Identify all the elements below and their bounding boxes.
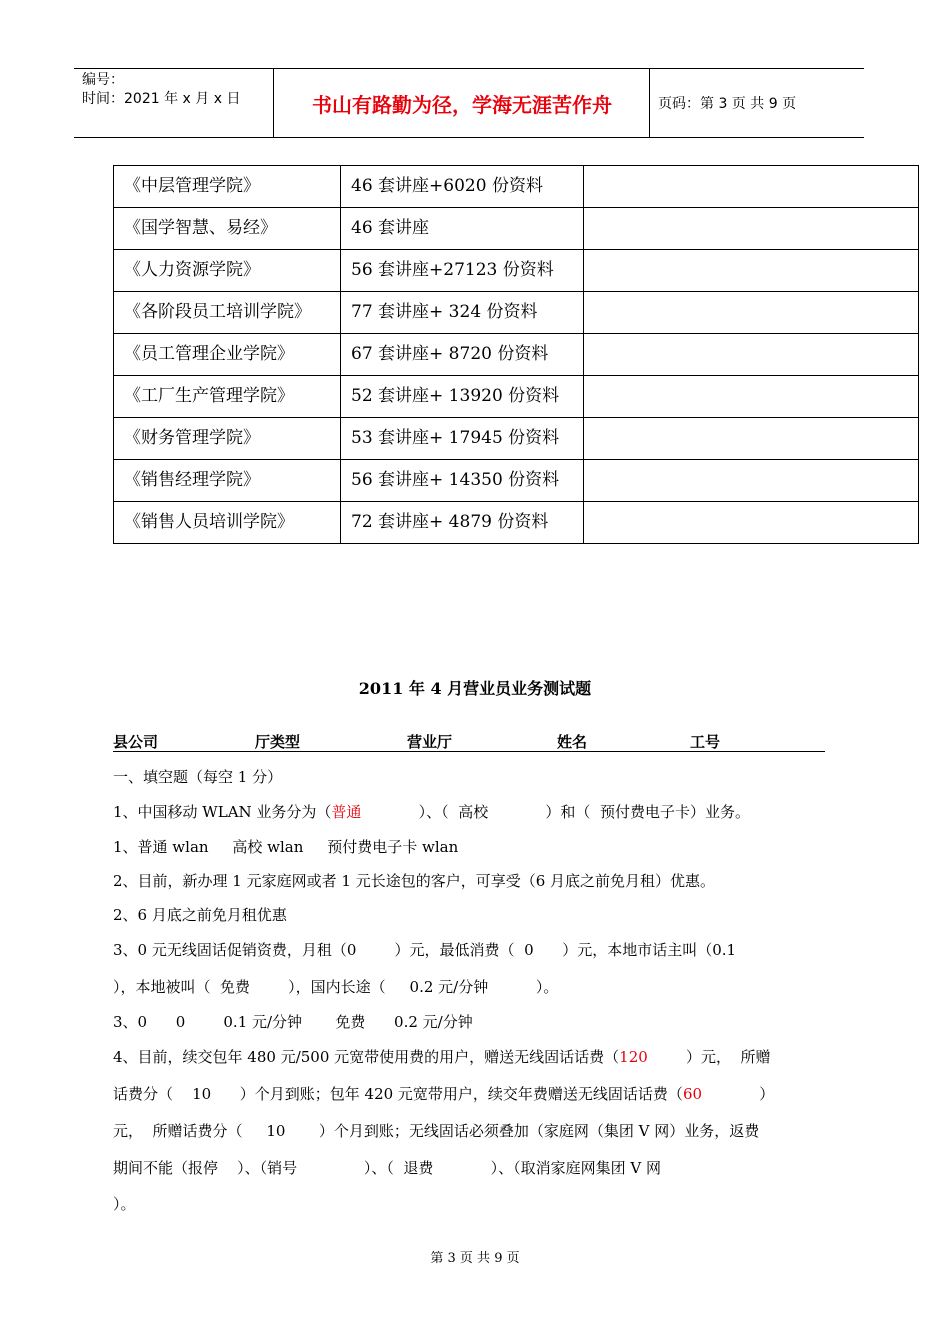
field-id: 工号 [690, 733, 721, 751]
course-note [584, 166, 919, 208]
answer-2: 2、6 月底之前免月租优惠 [113, 906, 287, 924]
course-note [584, 250, 919, 292]
q4-l2-pre: 话费分（ 10 ）个月到账；包年 420 元宽带用户，续交年费赠送无线固话话费（ [113, 1085, 683, 1103]
answer-3: 3、0 0 0.1 元/分钟 免费 0.2 元/分钟 [113, 1013, 473, 1031]
question-4-line-4: 期间不能（报停 ）、（销号 ）、（ 退费 ）、（取消家庭网集团 V 网 [113, 1159, 661, 1177]
q4-answer-2: 60 [682, 1085, 703, 1103]
course-content: 67 套讲座+ 8720 份资料 [341, 334, 584, 376]
course-content: 53 套讲座+ 17945 份资料 [341, 418, 584, 460]
table-row [114, 292, 919, 334]
table-row [114, 502, 919, 544]
answer-1: 1、普通 wlan 高校 wlan 预付费电子卡 wlan [113, 838, 459, 856]
course-content: 56 套讲座+ 14350 份资料 [341, 460, 584, 502]
field-hall-type: 厅类型 [255, 733, 301, 751]
exam-title: 2011 年 4 月营业员业务测试题 [358, 679, 592, 698]
header-number: 编号： [82, 72, 124, 88]
field-county: 县公司 [113, 733, 159, 751]
q1-answer: 普通 [331, 803, 362, 821]
question-4-line-2 [113, 1083, 774, 1104]
table-row [114, 460, 919, 502]
table-row [114, 418, 919, 460]
course-content: 77 套讲座+ 324 份资料 [341, 292, 584, 334]
field-name: 姓名 [557, 733, 588, 751]
header-slogan: 书山有路勤为径，学海无涯苦作舟 [275, 69, 650, 137]
question-4-line-1 [113, 1046, 771, 1067]
course-name: 《销售人员培训学院》 [114, 502, 341, 544]
q4-answer-1: 120 [619, 1048, 648, 1066]
header-meta [74, 69, 274, 137]
section-heading: 一、填空题（每空 1 分） [113, 768, 283, 786]
course-content: 72 套讲座+ 4879 份资料 [341, 502, 584, 544]
header-page-info: 页码：第 3 页 共 9 页 [658, 96, 797, 112]
header-time: 时间：2021 年 x 月 x 日 [82, 91, 241, 107]
course-name: 《财务管理学院》 [114, 418, 341, 460]
question-4-line-5: ）。 [113, 1195, 136, 1213]
course-note [584, 208, 919, 250]
table-row [114, 334, 919, 376]
course-note [584, 460, 919, 502]
table-row [114, 166, 919, 208]
course-note [584, 376, 919, 418]
question-4-line-3: 元， 所赠话费分（ 10 ）个月到账；无线固话必须叠加（家庭网（集团 V 网）业务，返费 [113, 1122, 760, 1140]
course-name: 《员工管理企业学院》 [114, 334, 341, 376]
q4-l1-pre: 4、目前，续交包年 480 元/500 元宽带使用费的用户，赠送无线固话话费（ [113, 1048, 620, 1066]
table-row [114, 376, 919, 418]
question-2: 2、目前，新办理 1 元家庭网或者 1 元长途包的客户，可享受（6 月底之前免月租）优惠。 [113, 872, 716, 890]
question-1 [113, 801, 750, 822]
course-name: 《国学智慧、易经》 [114, 208, 341, 250]
table-row [114, 208, 919, 250]
course-name: 《销售经理学院》 [114, 460, 341, 502]
course-content: 56 套讲座+27123 份资料 [341, 250, 584, 292]
course-name: 《各阶段员工培训学院》 [114, 292, 341, 334]
course-content: 46 套讲座 [341, 208, 584, 250]
course-name: 《工厂生产管理学院》 [114, 376, 341, 418]
q4-l1-post: ）元， 所赠 [647, 1048, 771, 1066]
q1-pre: 1、中国移动 WLAN 业务分为（ [113, 803, 332, 821]
course-note [584, 502, 919, 544]
page-footer: 第 3 页 共 9 页 [430, 1251, 520, 1266]
course-table [113, 165, 919, 544]
q4-l2-post: ） [702, 1085, 775, 1103]
question-3-line-2: ），本地被叫（ 免费 ），国内长途（ 0.2 元/分钟 ）。 [113, 978, 559, 996]
course-note [584, 292, 919, 334]
q1-post: ）、（ 高校 ）和（ 预付费电子卡）业务。 [361, 803, 750, 821]
question-3-line-1: 3、0 元无线固话促销资费，月租（0 ）元，最低消费（ 0 ）元，本地市话主叫（0.1 [113, 941, 737, 959]
exam-fields [113, 731, 825, 752]
course-name: 《人力资源学院》 [114, 250, 341, 292]
field-hall: 营业厅 [407, 733, 453, 751]
course-content: 52 套讲座+ 13920 份资料 [341, 376, 584, 418]
course-content: 46 套讲座+6020 份资料 [341, 166, 584, 208]
course-note [584, 418, 919, 460]
table-row [114, 250, 919, 292]
course-name: 《中层管理学院》 [114, 166, 341, 208]
course-note [584, 334, 919, 376]
page-header [74, 68, 864, 138]
